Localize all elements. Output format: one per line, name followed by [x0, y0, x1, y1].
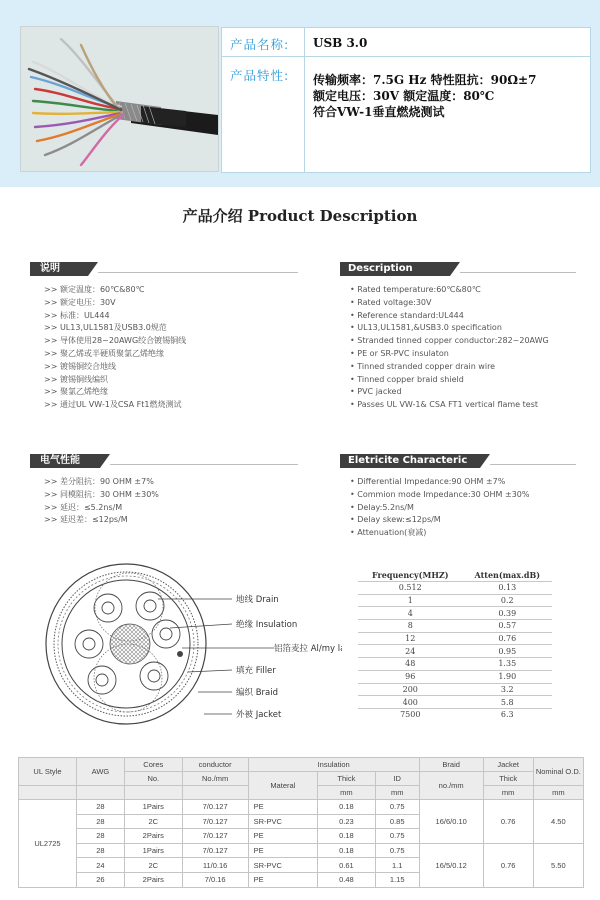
attenuation-header: Frequency(MHZ) — [372, 569, 449, 580]
frequency-cell: 8 — [358, 620, 463, 633]
cell-od: 4.50 — [533, 800, 583, 844]
atten-cell: 0.95 — [463, 645, 552, 658]
header-empty — [182, 786, 248, 800]
list-item: • Attenuation(衰减) — [350, 528, 427, 538]
cell: 0.18 — [318, 843, 376, 858]
cell-braid: 16/5/0.12 — [419, 843, 483, 887]
cell-jacket: 0.76 — [483, 843, 533, 887]
product-feature-label: 产品特性: — [230, 68, 290, 83]
cell: 0.23 — [318, 814, 376, 829]
list-item: • UL13,UL1581,&USB3.0 specification — [350, 323, 502, 333]
attenuation-row — [358, 594, 552, 607]
cell: 28 — [76, 843, 124, 858]
list-item: • Commion mode Impedance:30 OHM ±30% — [350, 489, 530, 499]
attenuation-row — [358, 683, 552, 696]
list-item: • PE or SR-PVC insulaton — [350, 348, 449, 358]
list-item: >> 标准：UL444 — [44, 310, 110, 320]
attenuation-row — [358, 658, 552, 671]
characteristic-title: Eletricite Characteric — [348, 455, 468, 466]
header-empty — [76, 786, 124, 800]
section-title: 产品介绍 Product Description — [182, 207, 418, 225]
description-list — [350, 284, 549, 412]
atten-cell: 0.2 — [463, 594, 552, 607]
list-item: >> 差分阻抗：90 OHM ±7% — [44, 477, 154, 486]
frequency-cell: 400 — [358, 696, 463, 709]
cell: 0.75 — [375, 843, 419, 858]
list-item: >> 聚氯乙烯绝缘 — [44, 387, 108, 397]
atten-cell: 0.13 — [463, 582, 552, 595]
list-item: >> 延迟差：≤12ps/M — [44, 515, 128, 525]
header-mm: mm — [533, 786, 583, 800]
frequency-cell: 7500 — [358, 708, 463, 720]
frequency-cell: 0.512 — [358, 582, 463, 595]
cell: 2C — [124, 858, 182, 873]
list-item: • Stranded tinned copper conductor:282~20AWG — [350, 336, 549, 346]
atten-cell: 0.57 — [463, 620, 552, 633]
feature-line: 传输频率：7.5G Hz 特性阻抗：90Ω±7 — [313, 73, 537, 87]
list-item: >> 通过UL VW-1及CSA Ft1燃烧测试 — [44, 400, 182, 410]
cell: 7/0.127 — [182, 843, 248, 858]
electrical-title: 电气性能 — [40, 455, 80, 466]
cell: 0.75 — [375, 829, 419, 844]
characteristic-list — [350, 476, 529, 540]
frequency-cell: 200 — [358, 683, 463, 696]
cell: 11/0.16 — [182, 858, 248, 873]
label-braid: 编织 Braid — [236, 688, 278, 698]
atten-cell: 0.76 — [463, 632, 552, 645]
cell-jacket: 0.76 — [483, 800, 533, 844]
atten-cell: 1.90 — [463, 670, 552, 683]
label-almylar: 铝箔麦拉 Al/my lar — [274, 644, 342, 654]
list-item: >> 额定温度：60℃&80℃ — [44, 285, 145, 294]
attenuation-table — [358, 568, 552, 721]
header-jacket-thick: Thick — [483, 772, 533, 786]
cell: SR-PVC — [248, 858, 317, 873]
cell: 1Pairs — [124, 800, 182, 815]
header-no: No. — [124, 772, 182, 786]
cell: 2Pairs — [124, 872, 182, 887]
cell: 2C — [124, 814, 182, 829]
product-header — [0, 0, 600, 187]
cell: 24 — [76, 858, 124, 873]
list-item: >> 同模阻抗：30 OHM ±30% — [44, 489, 159, 499]
header-mm: mm — [318, 786, 376, 800]
header-nominal-od: Nominal O.D. — [533, 758, 583, 786]
frequency-cell: 48 — [358, 658, 463, 671]
product-name-label: 产品名称: — [230, 37, 290, 52]
atten-cell: 6.3 — [463, 708, 552, 720]
cell: 0.85 — [375, 814, 419, 829]
cell: PE — [248, 872, 317, 887]
list-item: • Passes UL VW-1& CSA FT1 vertical flame test — [350, 400, 539, 410]
label-insulation: 绝缘 Insulation — [236, 620, 298, 630]
explain-list — [44, 284, 186, 412]
cell: 1.1 — [375, 858, 419, 873]
cell: PE — [248, 843, 317, 858]
list-item: >> 聚乙烯或半硬质聚氯乙烯绝缘 — [44, 348, 164, 358]
cell: 0.75 — [375, 800, 419, 815]
cell: 2Pairs — [124, 829, 182, 844]
attenuation-row — [358, 620, 552, 633]
cell: SR-PVC — [248, 814, 317, 829]
cell: 0.18 — [318, 800, 376, 815]
list-item: >> 镀锡铜线编织 — [44, 374, 108, 384]
cell: PE — [248, 800, 317, 815]
header-mm: mm — [483, 786, 533, 800]
frequency-cell: 24 — [358, 645, 463, 658]
header-awg: AWG — [76, 758, 124, 786]
cell: 28 — [76, 829, 124, 844]
cell-od: 5.50 — [533, 843, 583, 887]
header-insulation: Insulation — [248, 758, 419, 772]
table-row — [19, 843, 584, 858]
product-info-card — [221, 27, 591, 173]
table-row — [19, 800, 584, 815]
cable-cross-section-diagram — [42, 558, 342, 728]
explain-bar — [30, 262, 298, 276]
cable-spec-table — [18, 757, 584, 888]
cell: 0.61 — [318, 858, 376, 873]
header-ul-style: UL Style — [19, 758, 77, 786]
attenuation-header: Atten(max.dB) — [474, 569, 540, 580]
cell: 7/0.127 — [182, 814, 248, 829]
header-cores: Cores — [124, 758, 182, 772]
description-bar — [340, 262, 576, 276]
cell: 28 — [76, 814, 124, 829]
list-item: • PVC jacked — [350, 387, 402, 397]
frequency-cell: 1 — [358, 594, 463, 607]
list-item: >> UL13,UL1581及USB3.0规范 — [44, 323, 167, 333]
label-drain: 地线 Drain — [236, 595, 279, 605]
atten-cell: 5.8 — [463, 696, 552, 709]
list-item: >> 额定电压：30V — [44, 297, 116, 307]
cell: 26 — [76, 872, 124, 887]
product-features — [313, 72, 536, 120]
list-item: • Reference standard:UL444 — [350, 310, 464, 320]
characteristic-bar — [340, 454, 576, 468]
list-item: >> 导体使用28~20AWG绞合镀锡铜线 — [44, 336, 187, 346]
list-item: • Tinned stranded copper drain wire — [350, 361, 496, 371]
header-id: ID — [375, 772, 419, 786]
cell: 0.18 — [318, 829, 376, 844]
header-jacket: Jacket — [483, 758, 533, 772]
cell: PE — [248, 829, 317, 844]
electrical-bar — [30, 454, 298, 468]
header-thick: Thick — [318, 772, 376, 786]
list-item: • Rated temperature:60℃&80℃ — [350, 285, 481, 294]
cell: 1Pairs — [124, 843, 182, 858]
feature-line: 额定电压：30V 额定温度：80℃ — [313, 89, 495, 103]
product-name-value: USB 3.0 — [313, 36, 368, 50]
atten-cell: 1.35 — [463, 658, 552, 671]
cell: 28 — [76, 800, 124, 815]
attenuation-row — [358, 607, 552, 620]
header-braid: Braid — [419, 758, 483, 772]
atten-cell: 3.2 — [463, 683, 552, 696]
cable-photo — [20, 26, 219, 172]
description-title: Description — [348, 263, 413, 274]
list-item: • Delay:5.2ns/M — [350, 502, 414, 512]
frequency-cell: 12 — [358, 632, 463, 645]
cell: 7/0.127 — [182, 800, 248, 815]
header-empty — [124, 786, 182, 800]
cell-braid: 16/6/0.10 — [419, 800, 483, 844]
label-filler: 填充 Filler — [236, 666, 276, 676]
cell: 0.48 — [318, 872, 376, 887]
header-braid-nomm: no./mm — [419, 772, 483, 800]
header-nomm: No./mm — [182, 772, 248, 786]
cell: 7/0.127 — [182, 829, 248, 844]
cell: 7/0.16 — [182, 872, 248, 887]
feature-line: 符合VW-1垂直燃烧测试 — [313, 105, 445, 119]
attenuation-row — [358, 645, 552, 658]
header-empty — [19, 786, 77, 800]
card-divider — [304, 28, 305, 172]
list-item: • Delay skew:≤12ps/M — [350, 515, 441, 525]
frequency-cell: 4 — [358, 607, 463, 620]
list-item: • Rated voltage:30V — [350, 297, 432, 307]
atten-cell: 0.39 — [463, 607, 552, 620]
header-conductor: conductor — [182, 758, 248, 772]
header-mm: mm — [375, 786, 419, 800]
list-item: >> 镀锡铜绞合地线 — [44, 361, 116, 371]
attenuation-row — [358, 696, 552, 709]
explain-title: 说明 — [40, 263, 60, 274]
attenuation-row — [358, 632, 552, 645]
attenuation-row — [358, 670, 552, 683]
attenuation-row — [358, 708, 552, 720]
cell-ul-style: UL2725 — [19, 800, 77, 888]
list-item: • Tinned copper braid shield — [350, 374, 464, 384]
label-jacket: 外被 Jacket — [236, 710, 282, 720]
cell: 1.15 — [375, 872, 419, 887]
list-item: • Differential Impedance:90 OHM ±7% — [350, 477, 506, 486]
header-materal: Materal — [248, 772, 317, 800]
electrical-list — [44, 476, 159, 527]
frequency-cell: 96 — [358, 670, 463, 683]
list-item: >> 延迟：≤5.2ns/M — [44, 502, 123, 512]
attenuation-row — [358, 582, 552, 595]
